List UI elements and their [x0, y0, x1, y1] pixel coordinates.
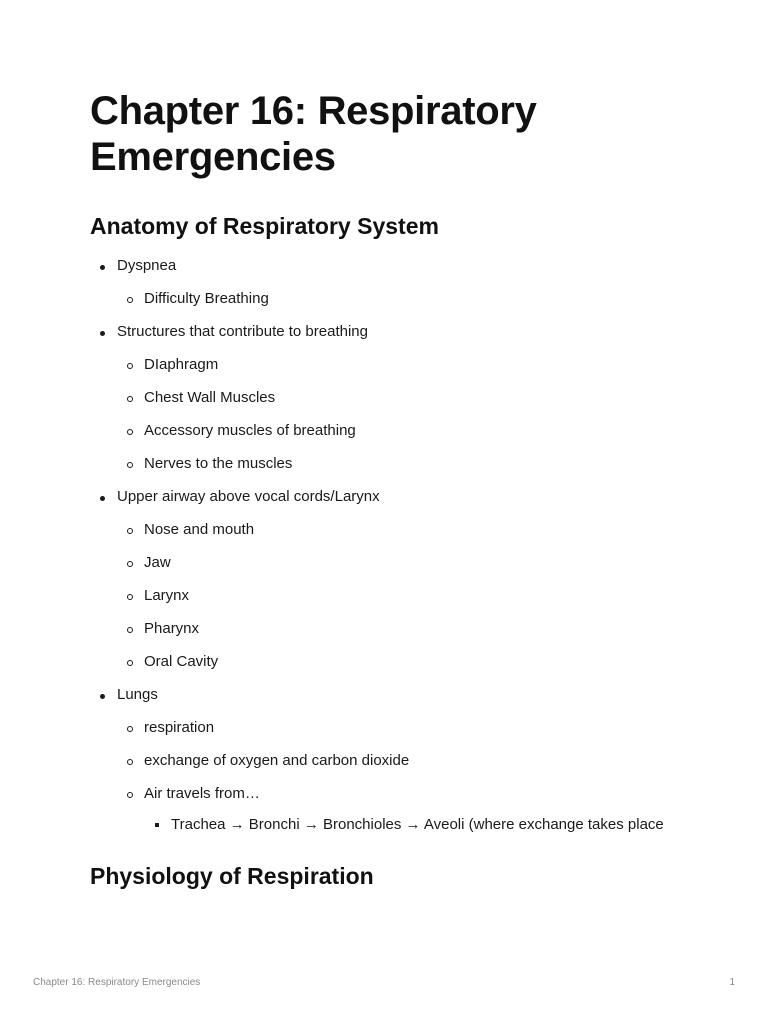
sub-list-item	[117, 448, 690, 481]
circle-bullet-icon	[127, 462, 133, 468]
sub-sub-list-item-text: Trachea → Bronchi → Bronchioles → Aveoli (where exchange takes place	[171, 816, 664, 833]
sub-list-item	[117, 712, 690, 745]
sub-list-item	[117, 613, 690, 646]
sub-sub-list-item	[144, 811, 690, 842]
sub-list-item-text: Difficulty Breathing	[144, 290, 269, 307]
sub-list-item	[117, 745, 690, 778]
sub-list-item-text: Jaw	[144, 554, 171, 571]
circle-bullet-icon	[127, 627, 133, 633]
sub-list	[117, 514, 690, 679]
list-item	[90, 679, 690, 842]
sub-list-item-text: DIaphragm	[144, 356, 219, 373]
footer-chapter-title: Chapter 16: Respiratory Emergencies	[33, 977, 201, 988]
sub-list	[117, 349, 690, 481]
disc-bullet-icon	[100, 331, 105, 336]
list-item-text: Upper airway above vocal cords/Larynx	[117, 488, 380, 505]
sub-list-item	[117, 382, 690, 415]
list-item-text: Dyspnea	[117, 257, 177, 274]
page-number: 1	[729, 977, 735, 988]
sub-list-item-text: Accessory muscles of breathing	[144, 422, 356, 439]
sub-list-item-text: Nose and mouth	[144, 521, 255, 538]
sub-sub-list	[144, 811, 690, 842]
sub-list-item	[117, 415, 690, 448]
circle-bullet-icon	[127, 429, 133, 435]
sub-list-item-text: Nerves to the muscles	[144, 455, 293, 472]
sub-list-item	[117, 646, 690, 679]
list-item	[90, 316, 690, 481]
document-page	[90, 88, 690, 890]
sub-list-item-text: Chest Wall Muscles	[144, 389, 276, 406]
sub-list	[117, 712, 690, 842]
disc-bullet-icon	[100, 496, 105, 501]
sub-list-item	[117, 514, 690, 547]
sub-list-item-text: respiration	[144, 719, 215, 736]
circle-bullet-icon	[127, 528, 133, 534]
circle-bullet-icon	[127, 561, 133, 567]
section-heading-anatomy: Anatomy of Respiratory System	[90, 213, 439, 239]
sub-list-item-text: exchange of oxygen and carbon dioxide	[144, 752, 410, 769]
chapter-title: Chapter 16: Respiratory Emergencies	[90, 89, 537, 179]
sub-list-item-text: Air travels from…	[144, 785, 260, 802]
circle-bullet-icon	[127, 297, 133, 303]
sub-list-item-text: Oral Cavity	[144, 653, 219, 670]
circle-bullet-icon	[127, 363, 133, 369]
square-bullet-icon	[155, 823, 159, 827]
sub-list-item-text: Larynx	[144, 587, 190, 604]
circle-bullet-icon	[127, 726, 133, 732]
section-heading-physiology: Physiology of Respiration	[90, 863, 374, 889]
anatomy-list	[90, 250, 690, 842]
circle-bullet-icon	[127, 396, 133, 402]
circle-bullet-icon	[127, 759, 133, 765]
sub-list-item	[117, 778, 690, 842]
sub-list-item	[117, 547, 690, 580]
sub-list-item	[117, 283, 690, 316]
list-item-text: Structures that contribute to breathing	[117, 323, 368, 340]
circle-bullet-icon	[127, 594, 133, 600]
sub-list-item	[117, 580, 690, 613]
sub-list-item	[117, 349, 690, 382]
sub-list-item-text: Pharynx	[144, 620, 200, 637]
disc-bullet-icon	[100, 265, 105, 270]
list-item	[90, 481, 690, 679]
disc-bullet-icon	[100, 694, 105, 699]
circle-bullet-icon	[127, 792, 133, 798]
list-item-text: Lungs	[117, 686, 158, 703]
circle-bullet-icon	[127, 660, 133, 666]
list-item	[90, 250, 690, 316]
sub-list	[117, 283, 690, 316]
